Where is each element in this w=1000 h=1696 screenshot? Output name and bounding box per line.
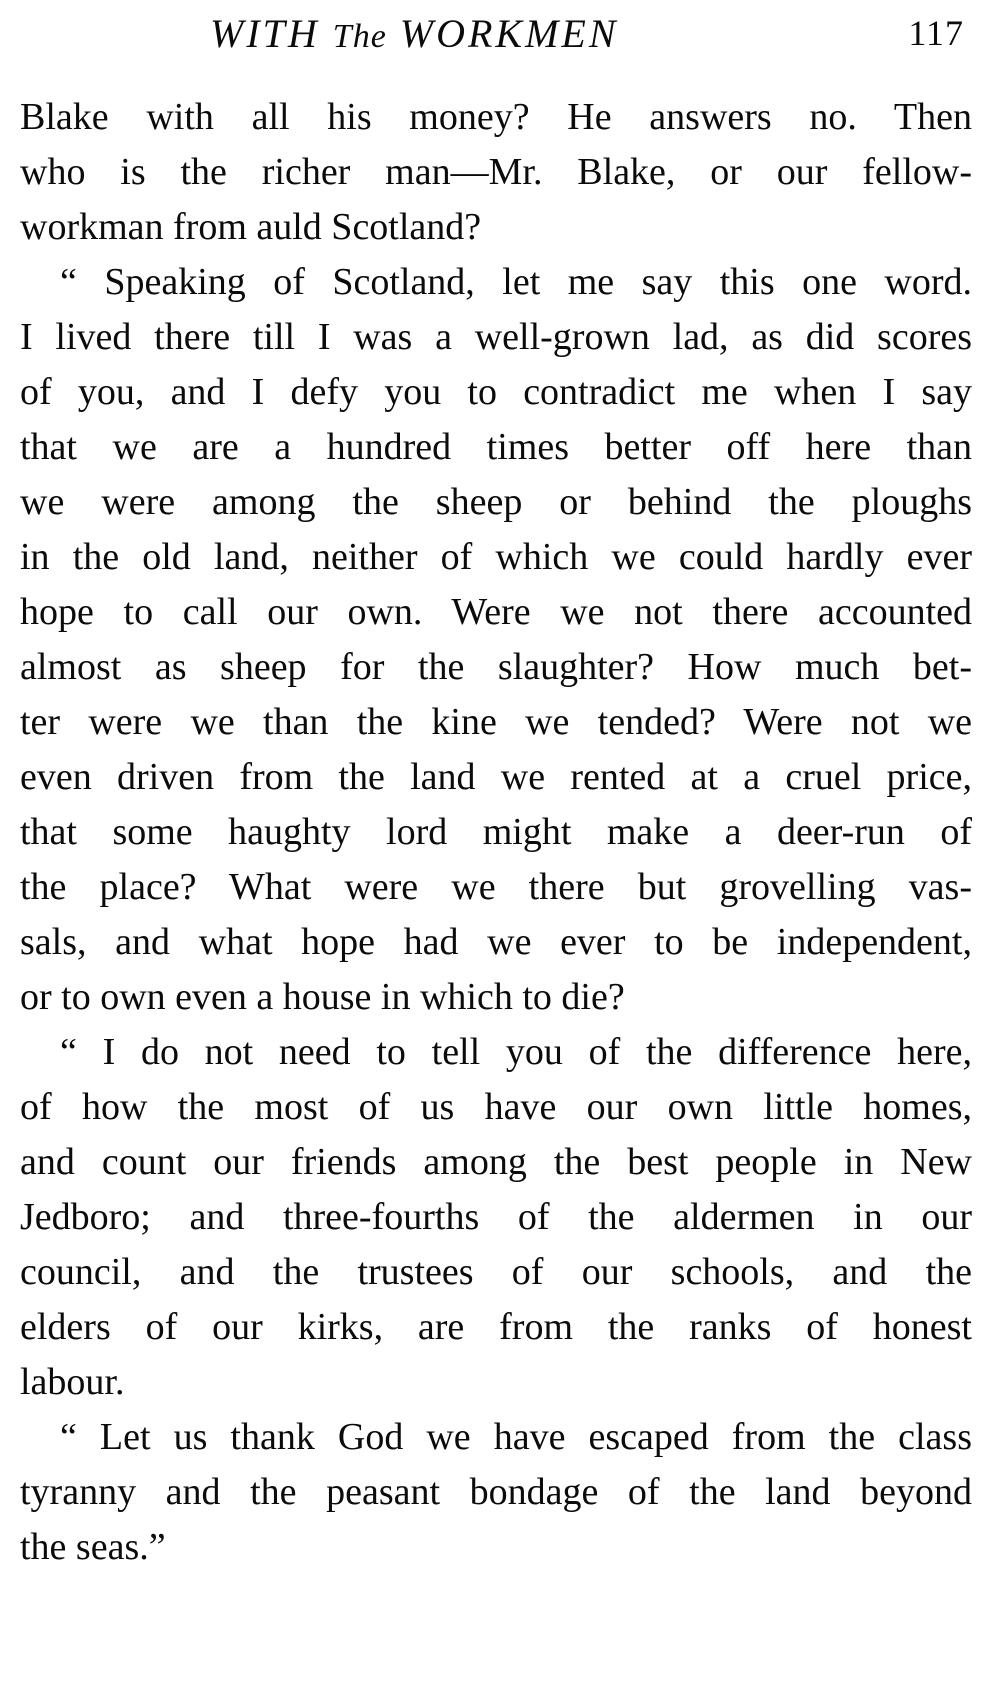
paragraph	[20, 1410, 972, 1575]
text-line: we were among the sheep or behind the ploughs	[20, 481, 972, 523]
text-line: in the old land, neither of which we could hardly ever	[20, 536, 972, 578]
text-line: the place? What were we there but grovelling vas-	[20, 866, 972, 908]
text-line: workman from auld Scotland?	[20, 206, 482, 248]
text-line: “ Speaking of Scotland, let me say this one word.	[60, 261, 972, 303]
text-line: even driven from the land we rented at a cruel price,	[20, 756, 972, 798]
body-text	[20, 90, 972, 1575]
text-line: that we are a hundred times better off here than	[20, 426, 972, 468]
text-line: or to own even a house in which to die?	[20, 976, 625, 1018]
text-line: ter were we than the kine we tended? Were not we	[20, 701, 972, 743]
paragraph	[20, 1025, 972, 1410]
running-head	[20, 10, 972, 62]
text-line: “ I do not need to tell you of the difference here,	[60, 1031, 972, 1073]
text-line: almost as sheep for the slaughter? How much bet-	[20, 646, 972, 688]
text-line: who is the richer man—Mr. Blake, or our fellow-	[20, 151, 972, 193]
text-line: hope to call our own. Were we not there accounted	[20, 591, 972, 633]
paragraph	[20, 255, 972, 1025]
text-line: and count our friends among the best people in New	[20, 1141, 972, 1183]
text-line: I lived there till I was a well-grown lad, as did scores	[20, 316, 972, 358]
text-line: sals, and what hope had we ever to be independent,	[20, 921, 972, 963]
text-line: that some haughty lord might make a deer-run of	[20, 811, 972, 853]
text-line: the seas.”	[20, 1526, 166, 1568]
running-head-title-the: The	[332, 18, 387, 55]
text-line: of how the most of us have our own little homes,	[20, 1086, 972, 1128]
text-line: Jedboro; and three-fourths of the aldermen in our	[20, 1196, 972, 1238]
text-line: elders of our kirks, are from the ranks of honest	[20, 1306, 972, 1348]
paragraph	[20, 90, 972, 255]
text-line: tyranny and the peasant bondage of the land beyond	[20, 1471, 972, 1513]
running-head-title-part1: WITH	[210, 11, 333, 56]
running-head-title-part2: WORKMEN	[386, 11, 619, 56]
text-line: labour.	[20, 1361, 125, 1403]
text-line: council, and the trustees of our schools, and the	[20, 1251, 972, 1293]
running-head-title	[210, 10, 619, 57]
page-number: 117	[908, 13, 964, 53]
text-line: of you, and I defy you to contradict me when I say	[20, 371, 972, 413]
text-line: “ Let us thank God we have escaped from the class	[60, 1416, 972, 1458]
text-line: Blake with all his money? He answers no. Then	[20, 96, 972, 138]
